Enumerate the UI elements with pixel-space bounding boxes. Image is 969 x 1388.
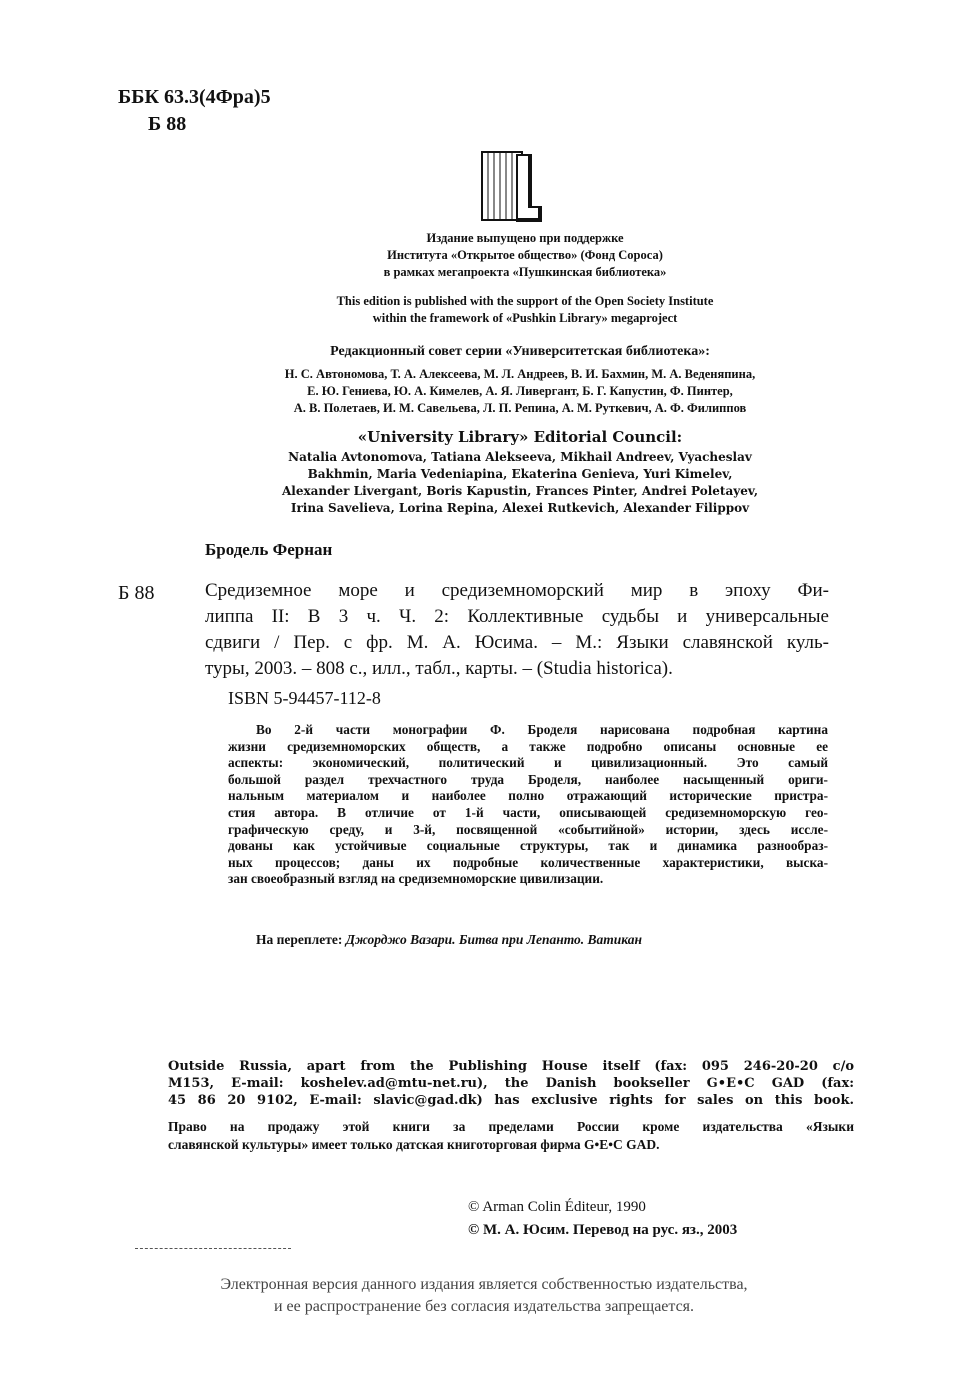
text-line: M153, E-mail: koshelev.ad@mtu-net.ru), the Danish bookseller G•E•C GAD (fax:	[168, 1076, 854, 1091]
cover-note	[256, 932, 642, 948]
electronic-version-notice	[100, 1274, 868, 1318]
text-line: Outside Russia, apart from the Publishing House itself (fax: 095 246-20-20 c/o	[168, 1059, 854, 1074]
text-line: Во 2-й части монографии Ф. Броделя нарисована подробная картина	[256, 722, 828, 737]
text-line: липпа II: В 3 ч. Ч. 2: Коллективные судьбы и универсальные	[205, 606, 829, 627]
council-en-title: «University Library» Editorial Council:	[357, 428, 683, 446]
pushkin-library-logo-icon	[480, 150, 546, 224]
cover-note-label: На переплете:	[256, 932, 346, 947]
text-line: This edition is published with the support of the Open Society Institute	[336, 294, 714, 308]
text-line: within the framework of «Pushkin Library» megaproject	[372, 311, 678, 325]
text-line: жизни средиземноморских обществ, а также подробно описаны основные ее	[228, 738, 828, 754]
support-ru	[225, 230, 825, 281]
copyright-line: © М. А. Юсим. Перевод на рус. яз., 2003	[468, 1222, 738, 1238]
council-en-list	[200, 449, 840, 517]
text-line: Е. Ю. Гениева, Ю. А. Кимелев, А. Я. Ливергант, Б. Г. Капустин, Ф. Пинтер,	[307, 384, 733, 398]
author-heading: Бродель Фернан	[205, 540, 333, 559]
bibliographic-citation	[205, 578, 829, 682]
text-line: А. В. Полетаев, И. М. Савельева, Л. П. Репина, А. М. Руткевич, А. Ф. Филиппов	[293, 401, 747, 415]
text-line: сдвиги / Пер. с фр. М. А. Юсима. – М.: Языки славянской куль-	[205, 632, 829, 653]
divider	[135, 1248, 291, 1249]
text-line: Средиземное море и средиземноморский мир в эпоху Фи-	[205, 580, 829, 601]
council-ru-title: Редакционный совет серии «Университетская библиотека»:	[330, 344, 710, 359]
text-line: Irina Savelieva, Lorina Repina, Alexei Rutkevich, Alexander Filippov	[290, 501, 750, 515]
text-line: Электронная версия данного издания является собственностью издательства,	[220, 1276, 748, 1293]
copyright-line: © Arman Colin Éditeur, 1990	[468, 1199, 646, 1215]
rights-en	[168, 1058, 854, 1109]
text-line: Bakhmin, Maria Vedeniapina, Ekaterina Genieva, Yuri Kimelev,	[307, 467, 733, 481]
copyright-block	[468, 1196, 737, 1242]
text-line: Института «Открытое общество» (Фонд Сороса)	[387, 248, 663, 262]
text-line: Н. С. Автономова, Т. А. Алексеева, М. Л. Андреев, В. И. Бахмин, М. А. Веденяпина,	[284, 367, 756, 381]
text-line: стия автора. В отличие от 1-й части, описывающей средиземноморскую гео-	[228, 804, 828, 820]
text-line: и ее распространение без согласия издательства запрещается.	[273, 1298, 695, 1315]
author-mark: Б 88	[148, 113, 187, 135]
text-line: 45 86 20 9102, E-mail: slavic@gad.dk) has exclusive rights for sales on this book.	[168, 1093, 854, 1108]
text-line: Alexander Livergant, Boris Kapustin, Frances Pinter, Andrei Poletayev,	[281, 484, 759, 498]
text-line: ных процессов; даны их подробные количественные характеристики, выска-	[228, 854, 828, 870]
support-en	[225, 293, 825, 327]
text-line: графическую среду, и 3-й, посвященной «событийной» истории, здесь иссле-	[228, 821, 828, 837]
text-line: в рамках мегапроекта «Пушкинская библиотека»	[383, 265, 667, 279]
text-line: аспекты: экономический, политический и цивилизационный. Это самый	[228, 755, 828, 771]
council-ru-list	[200, 366, 840, 417]
text-line: туры, 2003. – 808 с., илл., табл., карты. – (Studia historica).	[205, 658, 673, 679]
text-line: зан своеобразный взгляд на средиземноморские цивилизации.	[228, 871, 604, 887]
text-line: Natalia Avtonomova, Tatiana Alekseeva, Mikhail Andreev, Vyacheslav	[288, 450, 752, 464]
cover-note-text: Джорджо Вазари. Битва при Лепанто. Ватикан	[345, 932, 643, 947]
text-line: Издание выпущено при поддержке	[426, 231, 624, 245]
text-line: дованы как устойчивые социальные структуры, так и динамика разнообраз-	[228, 838, 828, 854]
bbk-code: ББК 63.3(4Фра)5	[118, 86, 271, 108]
citation-mark: Б 88	[118, 582, 155, 604]
abstract	[228, 722, 828, 888]
rights-ru	[168, 1118, 854, 1154]
text-line: Право на продажу этой книги за пределами России кроме издательства «Языки	[168, 1119, 854, 1134]
text-line: славянской культуры» имеет только датская книготорговая фирма G•E•C GAD.	[168, 1137, 660, 1152]
text-line: большой раздел трехчастного труда Броделя, наиболее насыщенный ориги-	[228, 771, 828, 787]
isbn: ISBN 5-94457-112-8	[228, 688, 381, 708]
text-line: нальным материалом и наиболее полно отражающий исторические пристра-	[228, 788, 828, 804]
